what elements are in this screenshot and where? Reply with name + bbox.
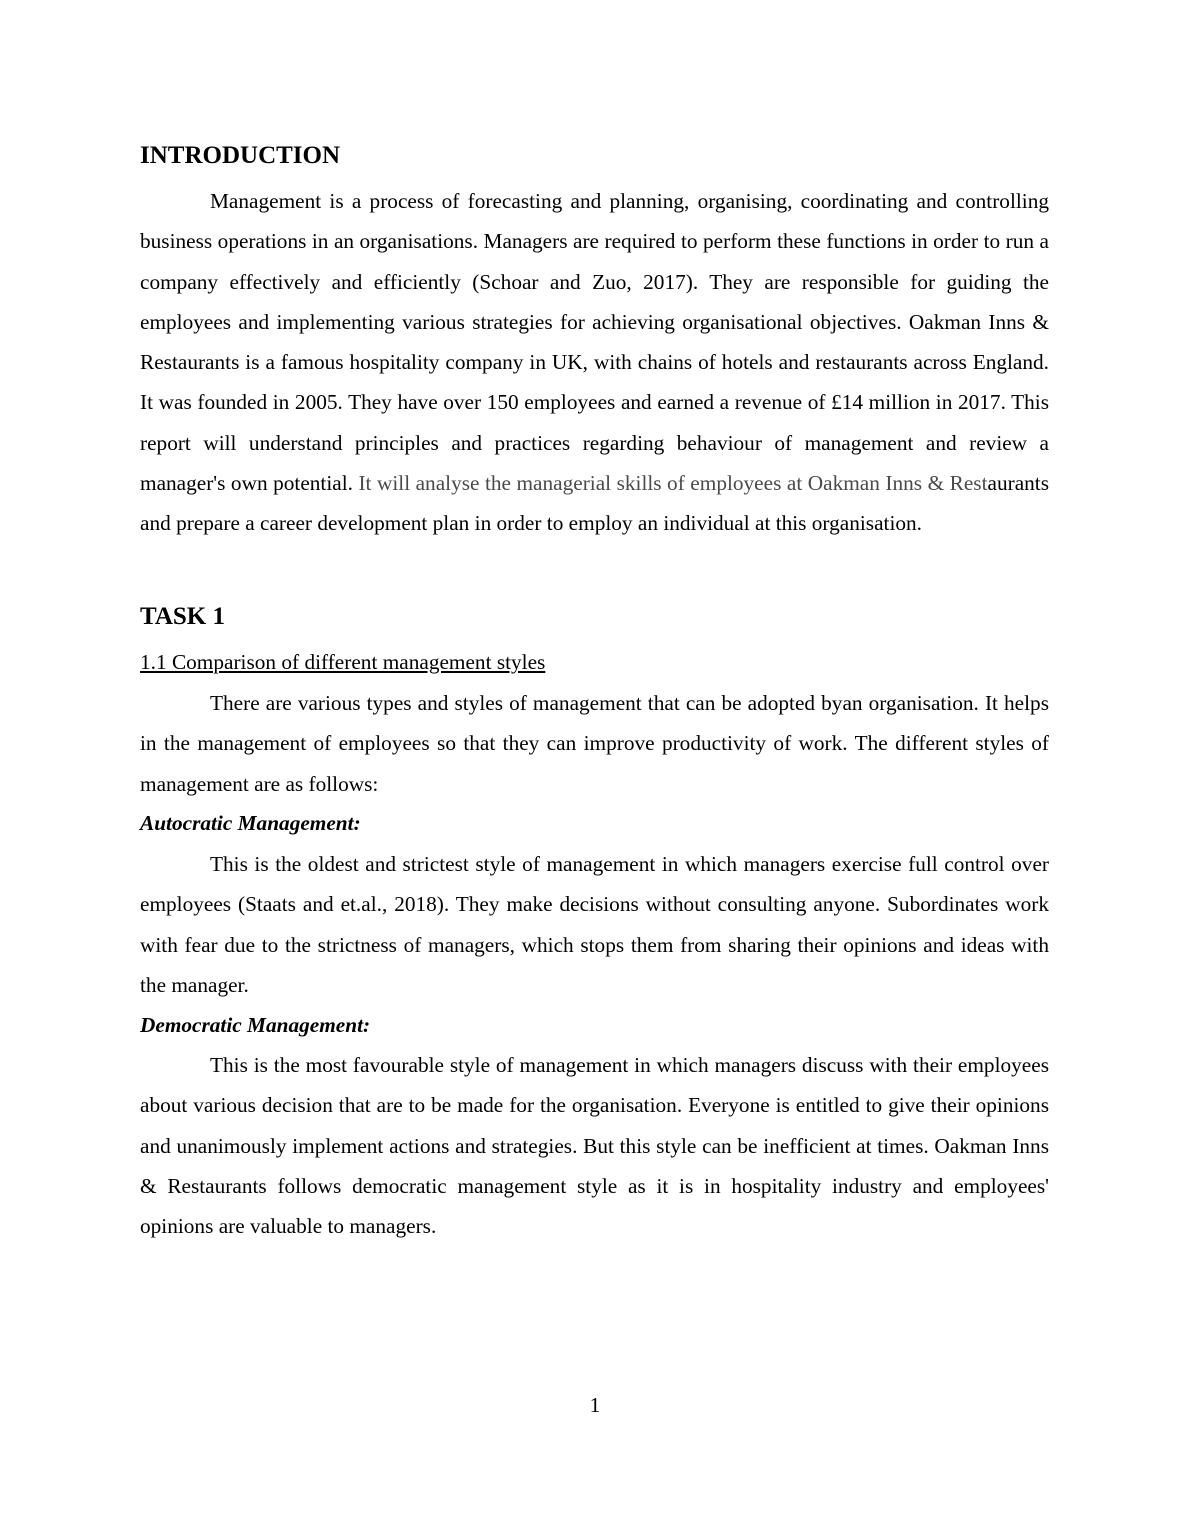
autocratic-heading: Autocratic Management: bbox=[140, 811, 361, 835]
democratic-heading: Democratic Management: bbox=[140, 1013, 371, 1037]
management-styles-paragraph: There are various types and styles of management that can be adopted byan organisation. It helps in the management of employees so that they can improve productivity of work. The different styles of management are as follows: bbox=[140, 691, 1049, 796]
introduction-heading: INTRODUCTION bbox=[140, 142, 341, 169]
page-number: 1 bbox=[589, 1393, 601, 1417]
democratic-paragraph: This is the most favourable style of management in which managers discuss with their employees about various decision that are to be made for the organisation. Everyone is entitled to give their opinions and unanimously implement actions and strategies. But this style can be inefficient at times. Oakman Inns & Restaurants follows democratic management style as it is in hospitality industry and employees' opinions are valuable to managers. bbox=[140, 1053, 1049, 1239]
introduction-text-end: aurants and prepare a career development plan in order to employ an individual at this organisation. bbox=[140, 471, 1049, 536]
section-1-1-subheading: 1.1 Comparison of different management styles bbox=[140, 650, 546, 674]
task1-heading: TASK 1 bbox=[140, 603, 225, 630]
introduction-text-start: Management is a process of forecasting and planning, organising, coordinating and controlling business operations in an organisations. Managers are required to perform these functions in order to run a company effectively and efficiently (Schoar and Zuo, 2017). They are responsible for guiding the employees and implementing various strategies for achieving organisational objectives. Oakman Inns & Restaurants is a famous hospitality company in UK, with chains of hotels and restaurants across England. It was founded in 2005. They have over 150 employees and earned a revenue of £14 million in 2017. This report will understand principles and practices regarding behaviour of management and review a manager's own potential. bbox=[140, 189, 1049, 496]
introduction-text-grey: It will analyse the managerial skills of employees at Oakman Inns & Rest bbox=[358, 471, 988, 496]
autocratic-paragraph: This is the oldest and strictest style of management in which managers exercise full control over employees (Staats and et.al., 2018). They make decisions without consulting anyone. Subordinates work with fear due to the strictness of managers, which stops them from sharing their opinions and ideas with the manager. bbox=[140, 852, 1049, 997]
introduction-paragraph bbox=[140, 181, 1049, 544]
